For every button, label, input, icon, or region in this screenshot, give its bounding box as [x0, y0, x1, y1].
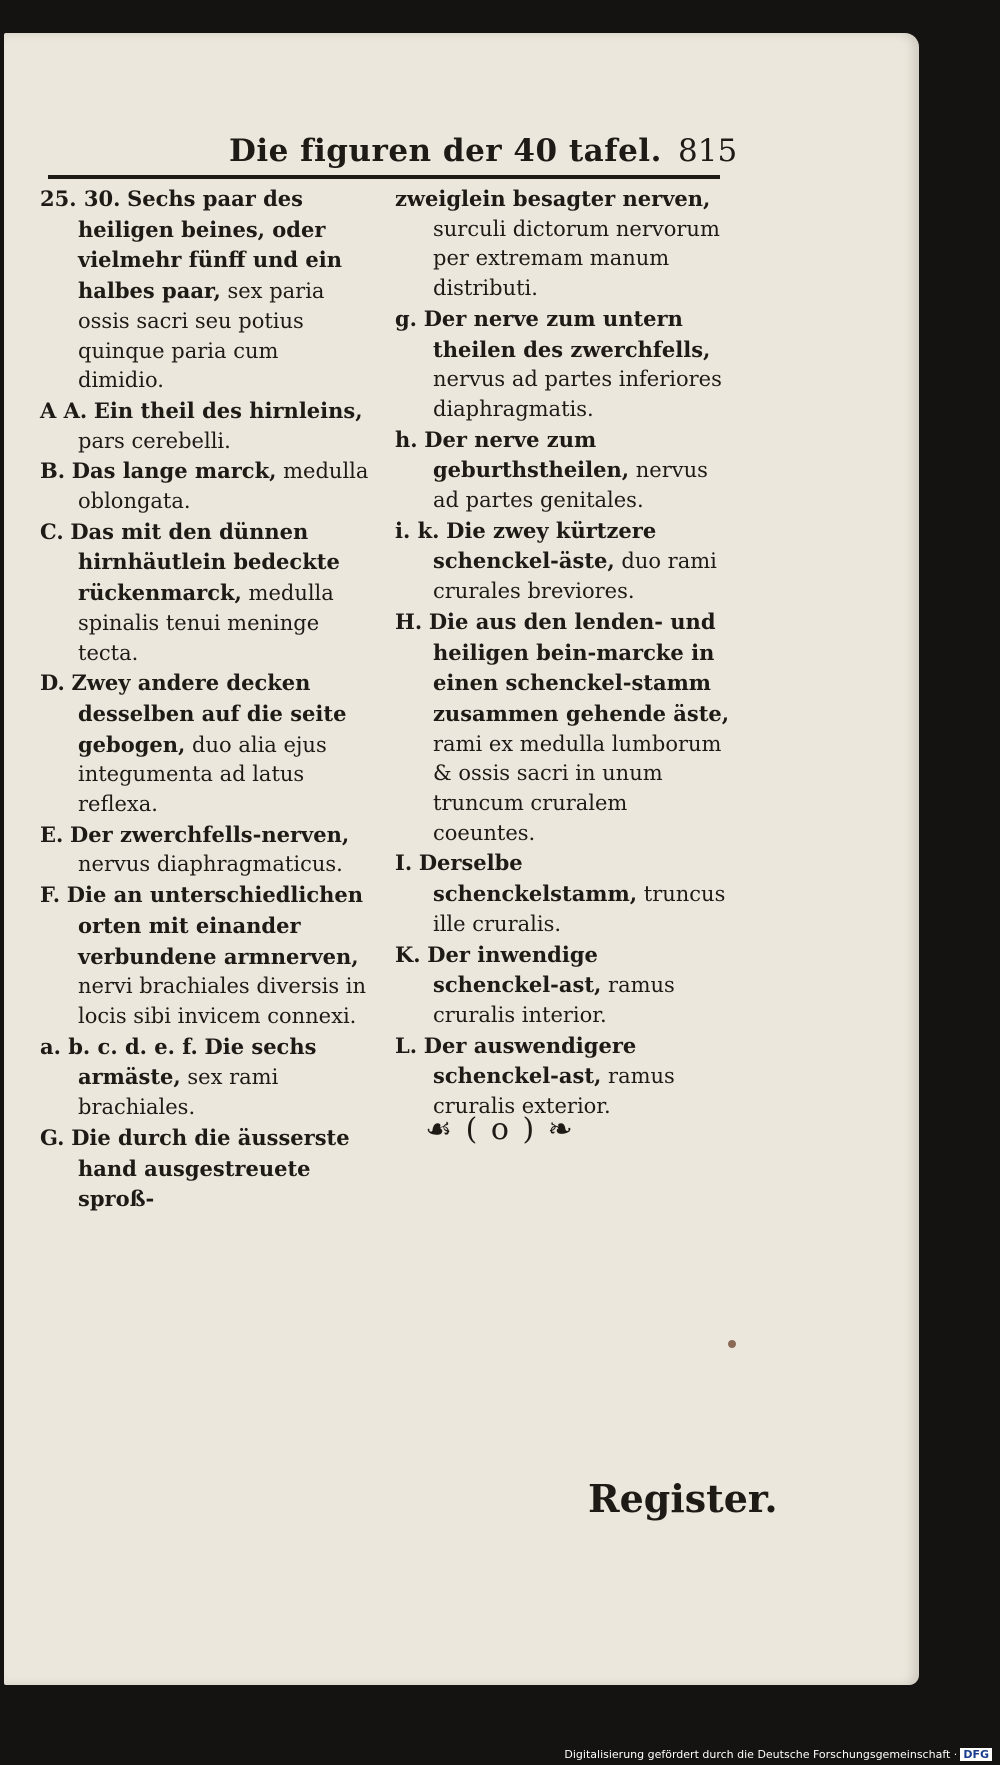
- entry-AA: [40, 396, 370, 456]
- entry-latin: medulla oblongata.: [78, 459, 369, 514]
- paper-stain: [728, 1340, 736, 1348]
- entry-latin: duo alia ejus integumenta ad latus reflexa.: [78, 732, 327, 817]
- entry-german: Das mit den dünnen hirnhäutlein bedeckte rückenmarck,: [70, 518, 340, 606]
- entry-latin: nervus ad partes genitales.: [433, 458, 708, 513]
- entry-german: Der zwerchfells-nerven,: [70, 821, 350, 847]
- entry-german: Ein theil des hirnleins,: [93, 397, 363, 423]
- entry-german: Die durch die äusserste hand ausgestreuete sproß-: [71, 1124, 350, 1212]
- entry-latin: sex rami brachiales.: [78, 1065, 279, 1120]
- entry-latin: ramus cruralis exterior.: [433, 1064, 675, 1119]
- entry-label: 25. 30.: [40, 186, 121, 211]
- entry-F: [40, 880, 370, 1032]
- entry-german: Der inwendige schenckel-ast,: [427, 941, 602, 998]
- entry-german: zweiglein besagter nerven,: [395, 186, 711, 211]
- entry-label: D.: [40, 670, 65, 696]
- header-rule: [48, 175, 720, 179]
- entry-latin: truncus ille cruralis.: [433, 882, 726, 936]
- entry-I: [395, 848, 730, 939]
- entry-latin: medulla spinalis tenui meninge tecta.: [78, 581, 334, 665]
- entry-label: g.: [395, 305, 417, 331]
- entry-latin: nervus diaphragmaticus.: [78, 852, 343, 877]
- entry-label: h.: [395, 426, 418, 452]
- entry-H: [395, 607, 730, 849]
- entry-label: A A.: [40, 397, 88, 423]
- entry-25-30: [40, 184, 370, 396]
- entry-h: [395, 425, 730, 516]
- ornament-divider: ☙ ( o ) ❧: [425, 1112, 575, 1147]
- dfg-logo: DFG: [960, 1748, 992, 1761]
- catchword: Register.: [588, 1476, 778, 1521]
- entry-german: Die sechs armäste,: [78, 1033, 317, 1090]
- entry-label: H.: [395, 608, 423, 634]
- entry-latin: rami ex medulla lumborum & ossis sacri in unum truncum cruralem coeuntes.: [433, 731, 722, 845]
- entry-K: [395, 940, 730, 1031]
- entry-label: G.: [40, 1124, 65, 1150]
- entry-latin: ramus cruralis interior.: [433, 973, 675, 1027]
- entry-C: [40, 517, 370, 669]
- entry-label: C.: [40, 518, 64, 544]
- entry-latin: sex paria ossis sacri seu potius quinque paria cum dimidio.: [78, 279, 325, 393]
- entry-german: Die an unterschiedlichen orten mit einander verbundene armnerven,: [66, 882, 364, 969]
- entry-german: Derselbe schenckelstamm,: [418, 850, 638, 907]
- entry-german: Der nerve zum geburthstheilen,: [424, 426, 630, 483]
- entry-E: [40, 820, 370, 880]
- entry-label: K.: [395, 941, 421, 967]
- entry-label: B.: [40, 458, 66, 484]
- entry-label: i. k.: [395, 517, 440, 543]
- entry-label: a. b. c. d. e. f.: [40, 1033, 198, 1059]
- entry-label: L.: [395, 1032, 418, 1058]
- entry-german: Sechs paar des heiligen beines, oder vielmehr fünff und ein halbes paar,: [78, 186, 342, 304]
- entry-latin: pars cerebelli.: [78, 428, 231, 453]
- entry-a-f: [40, 1032, 370, 1123]
- entry-g: [395, 304, 730, 425]
- entry-label: F.: [40, 882, 61, 908]
- right-column: [395, 184, 730, 1122]
- entry-latin: nervus ad partes inferiores diaphragmatis.: [433, 367, 722, 421]
- entry-latin: nervi brachiales diversis in locis sibi invicem connexi.: [78, 974, 367, 1028]
- entry-german: Die aus den lenden- und heiligen bein-marcke in einen schenckel-stamm zusammen gehende äste,: [428, 608, 730, 726]
- entry-label: I.: [395, 850, 413, 876]
- entry-L: [395, 1031, 730, 1122]
- entry-G-continued: [395, 184, 730, 304]
- entry-latin: surculi dictorum nervorum per extremam manum distributi.: [433, 216, 720, 301]
- page-number: 815: [678, 133, 738, 169]
- entry-B: [40, 456, 370, 516]
- entry-i-k: [395, 516, 730, 607]
- left-column: [40, 184, 370, 1215]
- entry-latin: duo rami crurales breviores.: [433, 549, 717, 604]
- footer-text: Digitalisierung gefördert durch die Deutsche Forschungsgemeinschaft ·: [564, 1748, 958, 1761]
- entry-german: Der nerve zum untern theilen des zwerchfells,: [423, 305, 711, 362]
- page-title: Die figuren der 40 tafel.: [229, 133, 662, 169]
- entry-label: E.: [40, 821, 64, 847]
- digitization-footer: [564, 1748, 992, 1761]
- entry-D: [40, 668, 370, 820]
- entry-german: Der auswendigere schenckel-ast,: [423, 1032, 637, 1089]
- entry-german: Zwey andere decken desselben auf die seite gebogen,: [71, 670, 347, 757]
- entry-german: Die zwey kürtzere schenckel-äste,: [433, 517, 657, 574]
- entry-german: Das lange marck,: [71, 458, 277, 484]
